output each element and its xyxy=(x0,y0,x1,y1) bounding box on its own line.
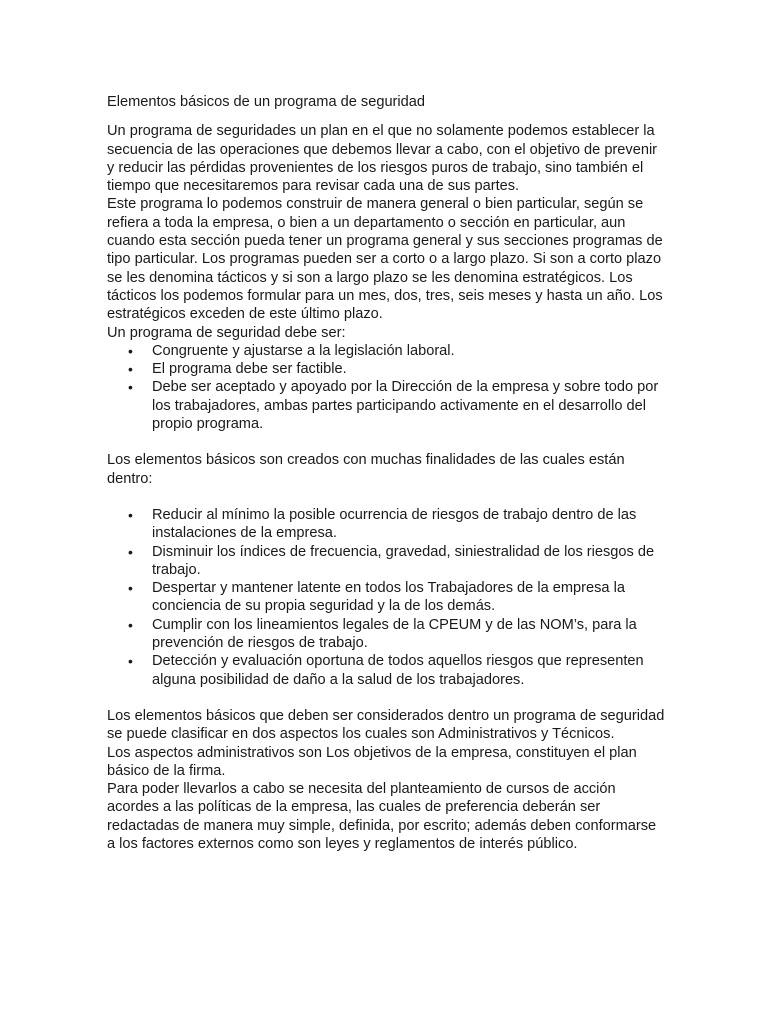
list-item: • El programa debe ser factible. xyxy=(107,360,667,378)
list-item: • Disminuir los índices de frecuencia, gravedad, siniestralidad de los riesgos de trabajo. xyxy=(107,543,667,580)
document-title: Elementos básicos de un programa de seguridad xyxy=(107,94,426,110)
paragraph-program-types: Este programa lo podemos construir de manera general o bien particular, según se refiera a toda la empresa, o bien a un departamento o sección en particular, aun cuando esta sección pueda tener un programa general y sus secciones programas de tipo particular. Los programas pueden ser a corto o a largo plazo. Si son a corto plazo se les denomina tácticos y si son a largo plazo se les denomina estratégicos. Los tácticos los podemos formular para un mes, dos, tres, seis meses y hasta un año. Los estratégicos exceden de este último plazo. xyxy=(107,196,663,323)
paragraph-aspects: Los elementos básicos que deben ser considerados dentro un programa de seguridad se puede clasificar en dos aspectos los cuales son Administrativos y Técnicos. xyxy=(107,707,665,743)
list-item: • Despertar y mantener latente en todos los Trabajadores de la empresa la conciencia de su propia seguridad y la de los demás. xyxy=(107,579,667,616)
list-item: • Reducir al mínimo la posible ocurrencia de riesgos de trabajo dentro de las instalaciones de la empresa. xyxy=(107,506,667,543)
requirements-list xyxy=(107,342,667,433)
paragraph-purposes-intro: Los elementos básicos son creados con muchas finalidades de las cuales están dentro: xyxy=(107,452,625,487)
document-page xyxy=(107,93,667,853)
list-item: • Debe ser aceptado y apoyado por la Dirección de la empresa y sobre todo por los trabajadores, ambas partes participando activamente en el desarrollo del propio programa. xyxy=(107,378,667,433)
list-item: • Cumplir con los lineamientos legales de la CPEUM y de las NOM’s, para la prevención de riesgos de trabajo. xyxy=(107,616,667,653)
list-item: • Congruente y ajustarse a la legislación laboral. xyxy=(107,342,667,360)
purposes-list xyxy=(107,506,667,689)
paragraph-policies: Para poder llevarlos a cabo se necesita del planteamiento de cursos de acción acordes a las políticas de la empresa, las cuales de preferencia deberán ser redactadas de manera muy simple, definida, por escrito; además deben conformarse a los factores externos como son leyes y reglamentos de interés público. xyxy=(107,781,657,852)
paragraph-administrative: Los aspectos administrativos son Los objetivos de la empresa, constituyen el plan básico de la firma. xyxy=(107,744,637,779)
paragraph-definition: Un programa de seguridades un plan en el que no solamente podemos establecer la secuencia de las operaciones que debemos llevar a cabo, con el objetivo de prevenir y reducir las pérdidas provenientes de los riesgos puros de trabajo, sino también el tiempo que necesitaremos para revisar cada una de sus partes. xyxy=(107,123,658,195)
paragraph-requirements-intro: Un programa de seguridad debe ser: xyxy=(107,324,346,341)
list-item: • Detección y evaluación oportuna de todos aquellos riesgos que representen alguna posibilidad de daño a la salud de los trabajadores. xyxy=(107,652,667,689)
